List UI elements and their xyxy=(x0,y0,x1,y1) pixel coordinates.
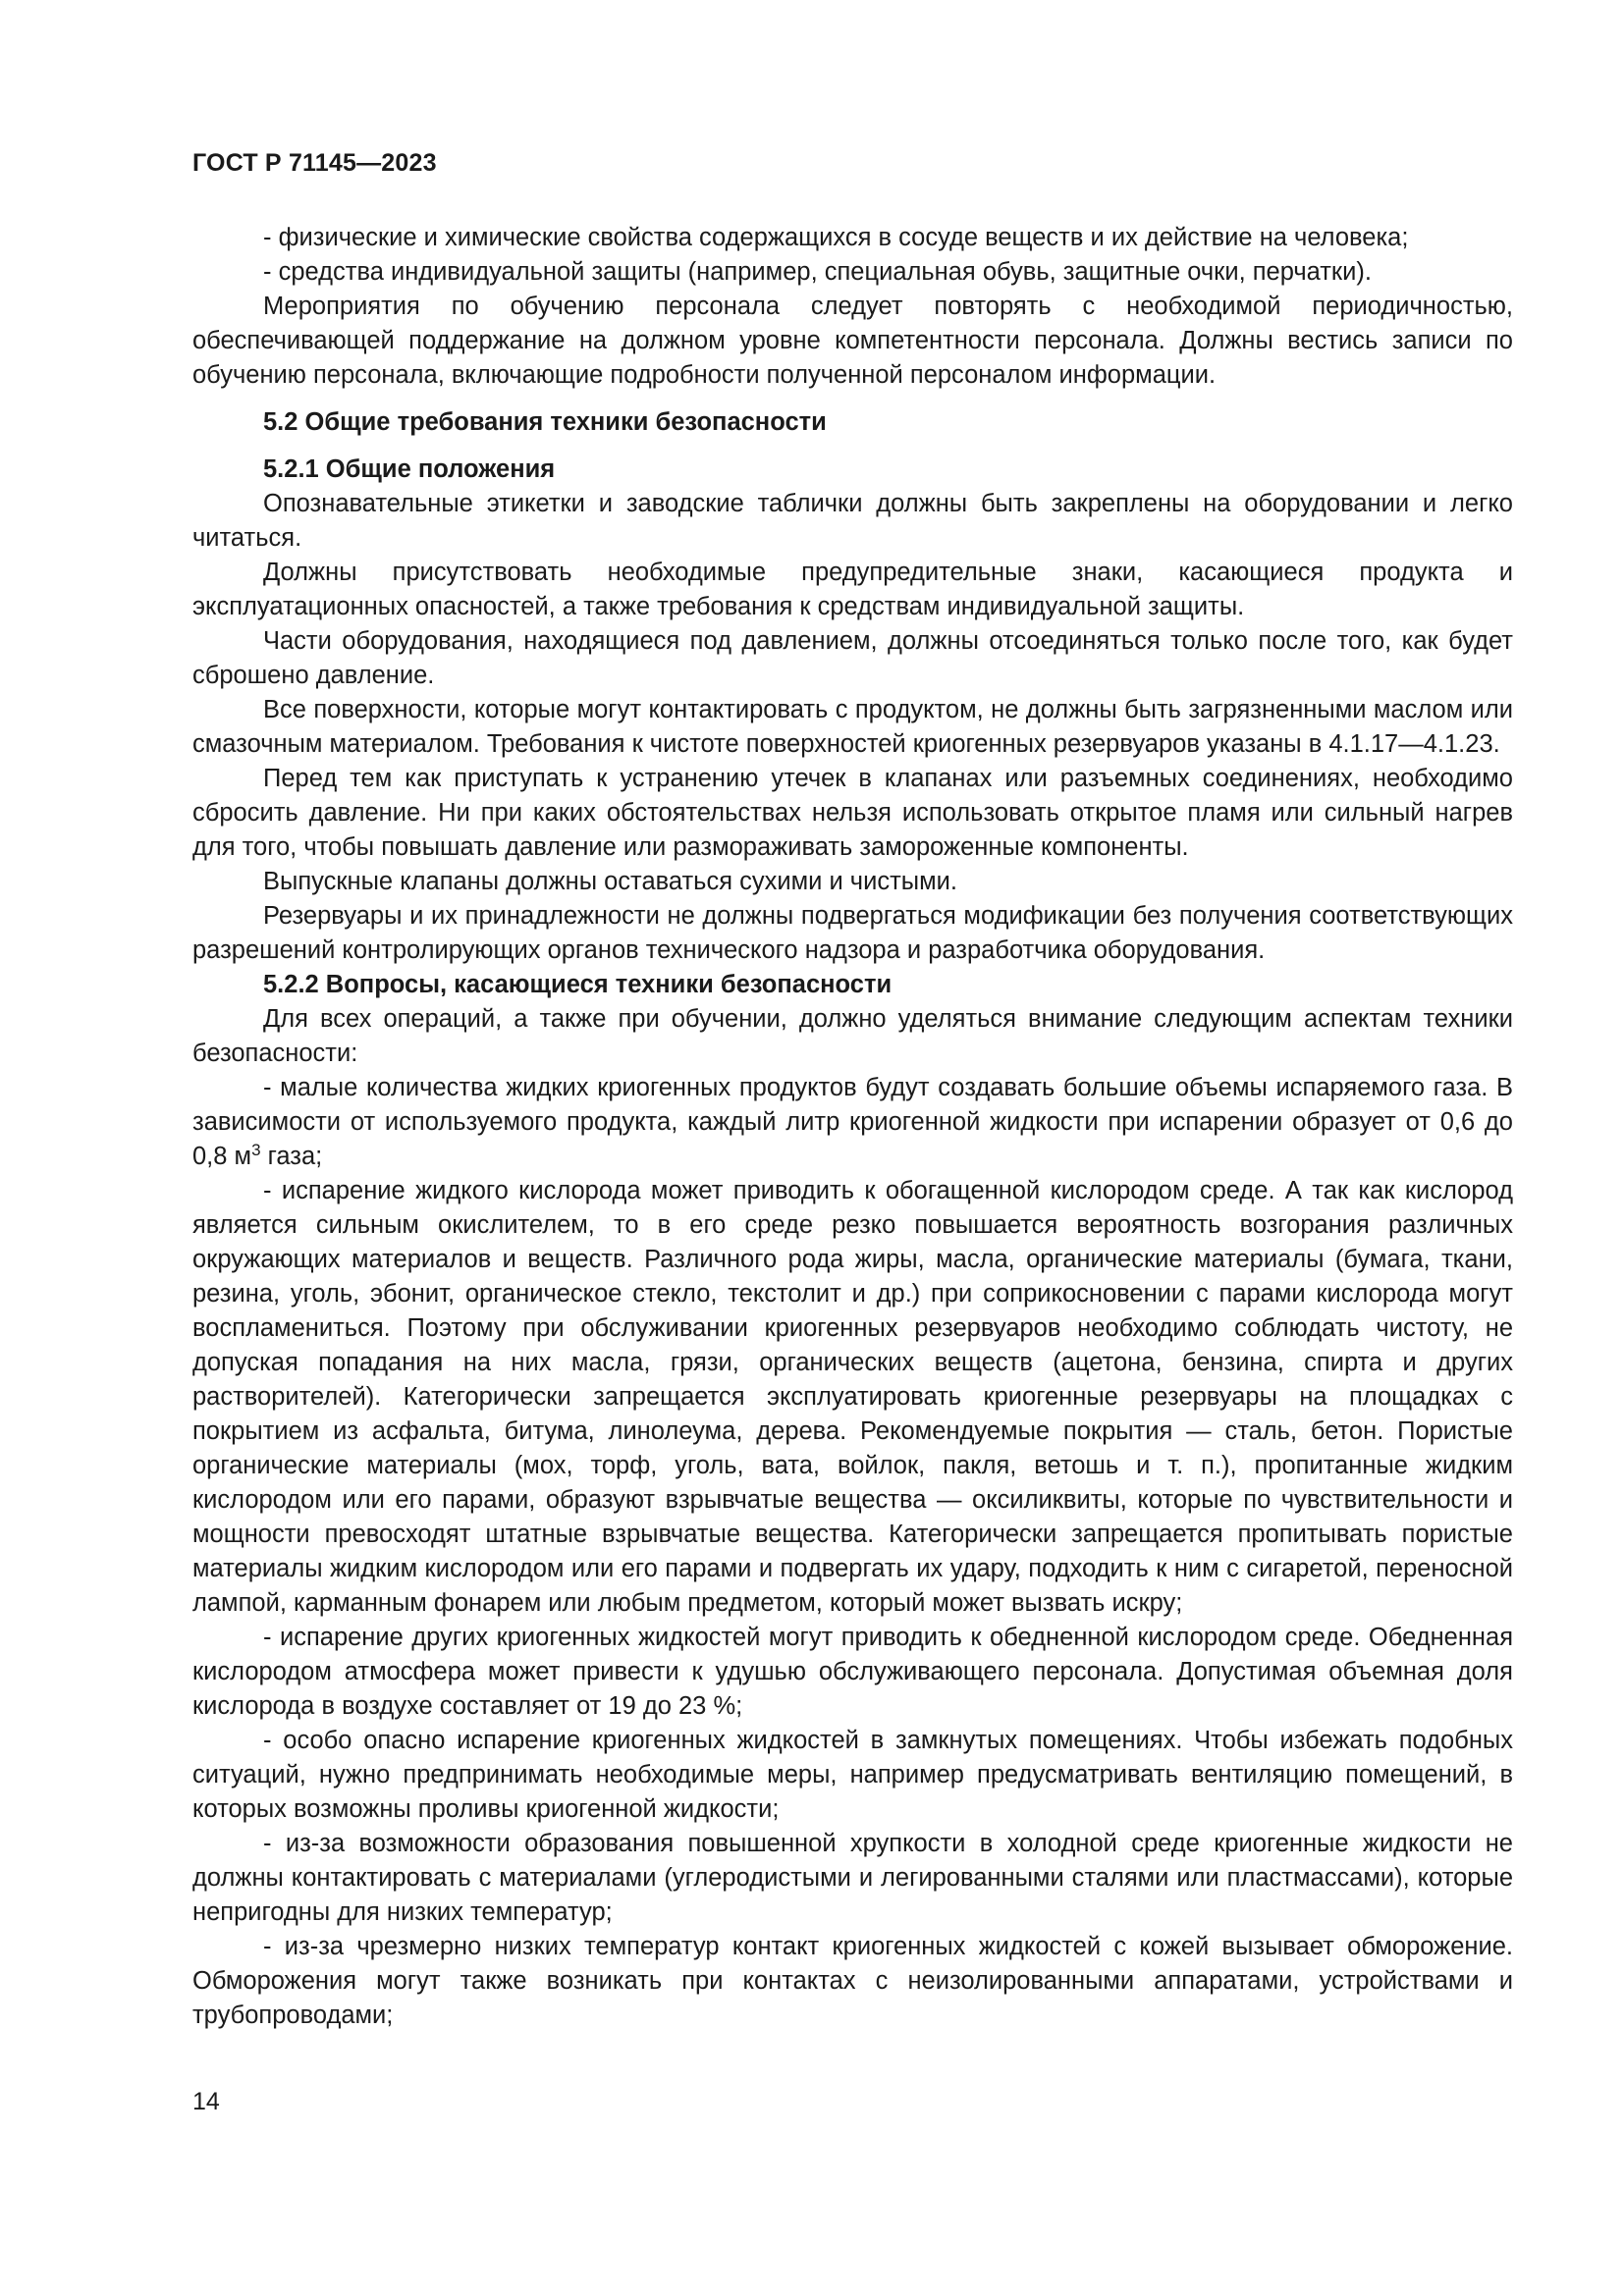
list-item: - из-за возможности образования повышенной хрупкости в холодной среде криогенные жидкости не должны контактировать с материалами (углеродистыми и легированными сталями или пластмассами), которые непригодны для низких температур; xyxy=(192,1830,1513,1926)
list-item-text-end: газа; xyxy=(260,1143,323,1170)
document-id-header: ГОСТ Р 71145—2023 xyxy=(192,149,437,177)
subsection-heading-5-2-2: 5.2.2 Вопросы, касающиеся техники безопасности xyxy=(263,971,893,998)
page-number: 14 xyxy=(192,2088,220,2115)
paragraph: Опознавательные этикетки и заводские таблички должны быть закреплены на оборудовании и легко читаться. xyxy=(192,490,1513,552)
list-item: - физические и химические свойства содержащихся в сосуде веществ и их действие на человека; xyxy=(263,224,1409,251)
page-body xyxy=(192,221,1513,2033)
paragraph: Мероприятия по обучению персонала следует повторять с необходимой периодичностью, обеспечивающей поддержание на должном уровне компетентности персонала. Должны вестись записи по обучению персонала, включающие подробности полученной персоналом информации. xyxy=(192,293,1513,389)
paragraph: Выпускные клапаны должны оставаться сухими и чистыми. xyxy=(263,868,957,895)
list-item: - испарение других криогенных жидкостей могут приводить к обедненной кислородом среде. Обедненная кислородом атмосфера может привести к удушью обслуживающего персонала. Допустимая объемная доля кислорода в воздухе составляет от 19 до 23 %; xyxy=(192,1624,1513,1720)
superscript-exponent: 3 xyxy=(251,1141,261,1159)
list-item: - особо опасно испарение криогенных жидкостей в замкнутых помещениях. Чтобы избежать подобных ситуаций, нужно предпринимать необходимые меры, например предусматривать вентиляцию помещений, в которых возможны проливы криогенной жидкости; xyxy=(192,1727,1513,1823)
paragraph: Должны присутствовать необходимые предупредительные знаки, касающиеся продукта и эксплуатационных опасностей, а также требования к средствам индивидуальной защиты. xyxy=(192,559,1513,620)
paragraph: Перед тем как приступать к устранению утечек в клапанах или разъемных соединениях, необходимо сбросить давление. Ни при каких обстоятельствах нельзя использовать открытое пламя или сильный нагрев для того, чтобы повышать давление или размораживать замороженные компоненты. xyxy=(192,765,1513,861)
list-item: - средства индивидуальной защиты (например, специальная обувь, защитные очки, перчатки). xyxy=(263,258,1372,286)
list-item-text: - малые количества жидких криогенных продуктов будут создавать большие объемы испаряемого газа. В зависимости от используемого продукта, каждый литр криогенной жидкости при испарении образует от 0,6 до 0,8 м xyxy=(192,1074,1513,1170)
paragraph: Части оборудования, находящиеся под давлением, должны отсоединяться только после того, как будет сброшено давление. xyxy=(192,627,1513,689)
list-item xyxy=(192,1071,1513,1174)
section-heading-5-2: 5.2 Общие требования техники безопасности xyxy=(263,408,827,436)
paragraph: Все поверхности, которые могут контактировать с продуктом, не должны быть загрязненными маслом или смазочным материалом. Требования к чистоте поверхностей криогенных резервуаров указаны в 4.1.17—4.1.23. xyxy=(192,696,1513,758)
subsection-heading-5-2-1: 5.2.1 Общие положения xyxy=(263,455,556,483)
paragraph: Резервуары и их принадлежности не должны подвергаться модификации без получения соответствующих разрешений контролирующих органов технического надзора и разработчика оборудования. xyxy=(192,902,1513,964)
list-item: - испарение жидкого кислорода может приводить к обогащенной кислородом среде. А так как кислород является сильным окислителем, то в его среде резко повышается вероятность возгорания различных окружающих материалов и веществ. Различного рода жиры, масла, органические материалы (бумага, ткани, резина, уголь, эбонит, органическое стекло, текстолит и др.) при соприкосновении с парами кислорода могут воспламениться. Поэтому при обслуживании криогенных резервуаров необходимо соблюдать чистоту, не допуская попадания на них масла, грязи, органических веществ (ацетона, бензина, спирта и других растворителей). Категорически запрещается эксплуатировать криогенные резервуары на площадках с покрытием из асфальта, битума, линолеума, дерева. Рекомендуемые покрытия — сталь, бетон. Пористые органические материалы (мох, торф, уголь, вата, войлок, пакля, ветошь и т. п.), пропитанные жидким кислородом или его парами, образуют взрывчатые вещества — оксиликвиты, которые по чувствительности и мощности превосходят штатные взрывчатые вещества. Категорически запрещается пропитывать пористые материалы жидким кислородом или его парами и подвергать их удару, подходить к ним с сигаретой, переносной лампой, карманным фонарем или любым предметом, который может вызвать искру; xyxy=(192,1177,1513,1617)
list-item: - из-за чрезмерно низких температур контакт криогенных жидкостей с кожей вызывает обморожение. Обморожения могут также возникать при контактах с неизолированными аппаратами, устройствами и трубопроводами; xyxy=(192,1933,1513,2029)
paragraph: Для всех операций, а также при обучении, должно уделяться внимание следующим аспектам техники безопасности: xyxy=(192,1005,1513,1067)
